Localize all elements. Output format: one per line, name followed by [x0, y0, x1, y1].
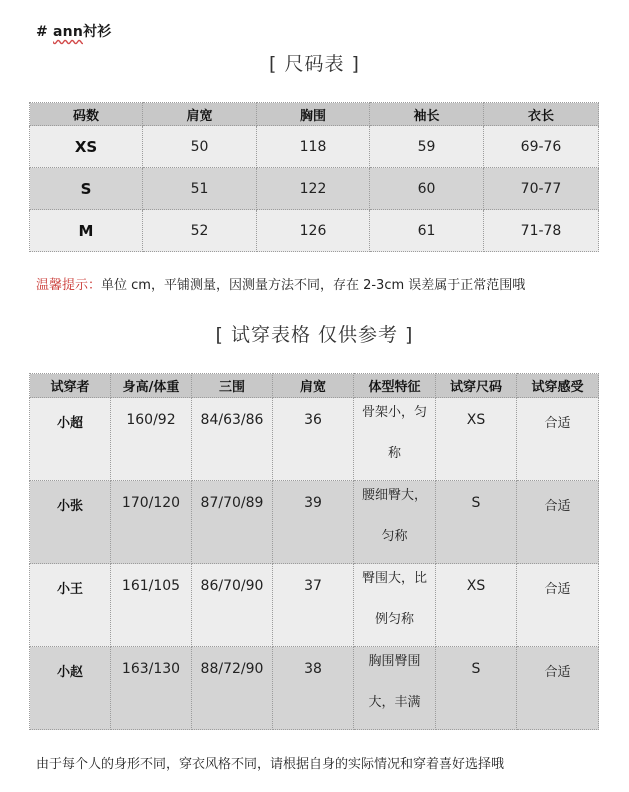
col-header-size: 码数	[30, 103, 143, 126]
tester-name-cell: 小张	[30, 481, 111, 564]
title-hash: #	[36, 24, 48, 40]
col-header-shoulder: 肩宽	[143, 103, 257, 126]
size-cell: XS	[30, 126, 143, 168]
tester-name-cell: 小赵	[30, 647, 111, 730]
size-chart-header-row	[30, 103, 599, 126]
trial-size-cell: XS	[436, 398, 517, 481]
feeling-cell: 合适	[517, 564, 599, 647]
col-header-feeling: 试穿感受	[517, 374, 599, 398]
size-row-s	[30, 168, 599, 210]
shoulder-cell: 38	[273, 647, 354, 730]
tip-label: 温馨提示：	[36, 278, 102, 293]
size-row-xs	[30, 126, 599, 168]
shoulder-cell: 51	[143, 168, 257, 210]
bust-cell: 126	[257, 210, 370, 252]
shoulder-cell: 37	[273, 564, 354, 647]
measurements-cell: 88/72/90	[192, 647, 273, 730]
feeling-cell: 合适	[517, 481, 599, 564]
length-cell: 71-78	[484, 210, 599, 252]
body-type-cell	[354, 481, 436, 564]
feeling-cell: 合适	[517, 398, 599, 481]
bust-cell: 118	[257, 126, 370, 168]
height-weight-cell: 163/130	[111, 647, 192, 730]
body-type-line-2: 匀称	[381, 529, 408, 544]
shoulder-cell: 36	[273, 398, 354, 481]
trial-row	[30, 481, 599, 564]
body-type-line-1: 臀围大，比	[361, 571, 427, 586]
col-header-trial-size: 试穿尺码	[436, 374, 517, 398]
trial-size-cell: S	[436, 647, 517, 730]
body-type-line-1: 胸围臀围	[368, 654, 421, 669]
tip-text: 单位 cm，平铺测量，因测量方法不同，存在 2-3cm 误差属于正常范围哦	[101, 278, 526, 293]
body-type-cell	[354, 564, 436, 647]
title-brand: ann	[53, 24, 83, 40]
trial-row	[30, 564, 599, 647]
measurements-cell: 86/70/90	[192, 564, 273, 647]
body-type-line-1: 腰细臀大，	[361, 488, 427, 503]
body-type-line-1: 骨架小，匀	[361, 405, 427, 420]
length-cell: 70-77	[484, 168, 599, 210]
shoulder-cell: 50	[143, 126, 257, 168]
trial-row	[30, 647, 599, 730]
measurements-cell: 87/70/89	[192, 481, 273, 564]
footer-note: 由于每个人的身形不同，穿衣风格不同，请根据自身的实际情况和穿着喜好选择哦	[36, 757, 505, 772]
measurements-cell: 84/63/86	[192, 398, 273, 481]
sleeve-cell: 60	[370, 168, 484, 210]
size-cell: S	[30, 168, 143, 210]
sleeve-cell: 59	[370, 126, 484, 168]
body-type-line-2: 例匀称	[374, 612, 414, 627]
bust-cell: 122	[257, 168, 370, 210]
col-header-tester: 试穿者	[30, 374, 111, 398]
height-weight-cell: 160/92	[111, 398, 192, 481]
height-weight-cell: 170/120	[111, 481, 192, 564]
sleeve-cell: 61	[370, 210, 484, 252]
title-product: 衬衫	[83, 24, 112, 40]
tester-name-cell: 小王	[30, 564, 111, 647]
trial-row	[30, 398, 599, 481]
shoulder-cell: 52	[143, 210, 257, 252]
body-type-line-2: 大，丰满	[368, 695, 421, 710]
col-header-measurements: 三围	[192, 374, 273, 398]
col-header-bust: 胸围	[257, 103, 370, 126]
body-type-line-2: 称	[387, 446, 401, 461]
col-header-length: 衣长	[484, 103, 599, 126]
height-weight-cell: 161/105	[111, 564, 192, 647]
trial-size-cell: XS	[436, 564, 517, 647]
trial-chart-header-row	[30, 374, 599, 398]
trial-chart-heading: [ 试穿表格 仅供参考 ]	[215, 324, 414, 346]
length-cell: 69-76	[484, 126, 599, 168]
col-header-shoulder: 肩宽	[273, 374, 354, 398]
size-chart-table	[29, 102, 599, 252]
body-type-cell	[354, 398, 436, 481]
col-header-body-type: 体型特征	[354, 374, 436, 398]
col-header-sleeve: 袖长	[370, 103, 484, 126]
body-type-cell	[354, 647, 436, 730]
shoulder-cell: 39	[273, 481, 354, 564]
tester-name-cell: 小超	[30, 398, 111, 481]
size-chart-heading: [ 尺码表 ]	[269, 53, 360, 75]
trial-size-cell: S	[436, 481, 517, 564]
size-cell: M	[30, 210, 143, 252]
size-row-m	[30, 210, 599, 252]
feeling-cell: 合适	[517, 647, 599, 730]
document-title	[36, 21, 111, 41]
trial-chart-table	[29, 373, 599, 730]
col-header-height-weight: 身高/体重	[111, 374, 192, 398]
measurement-tip	[36, 274, 525, 293]
